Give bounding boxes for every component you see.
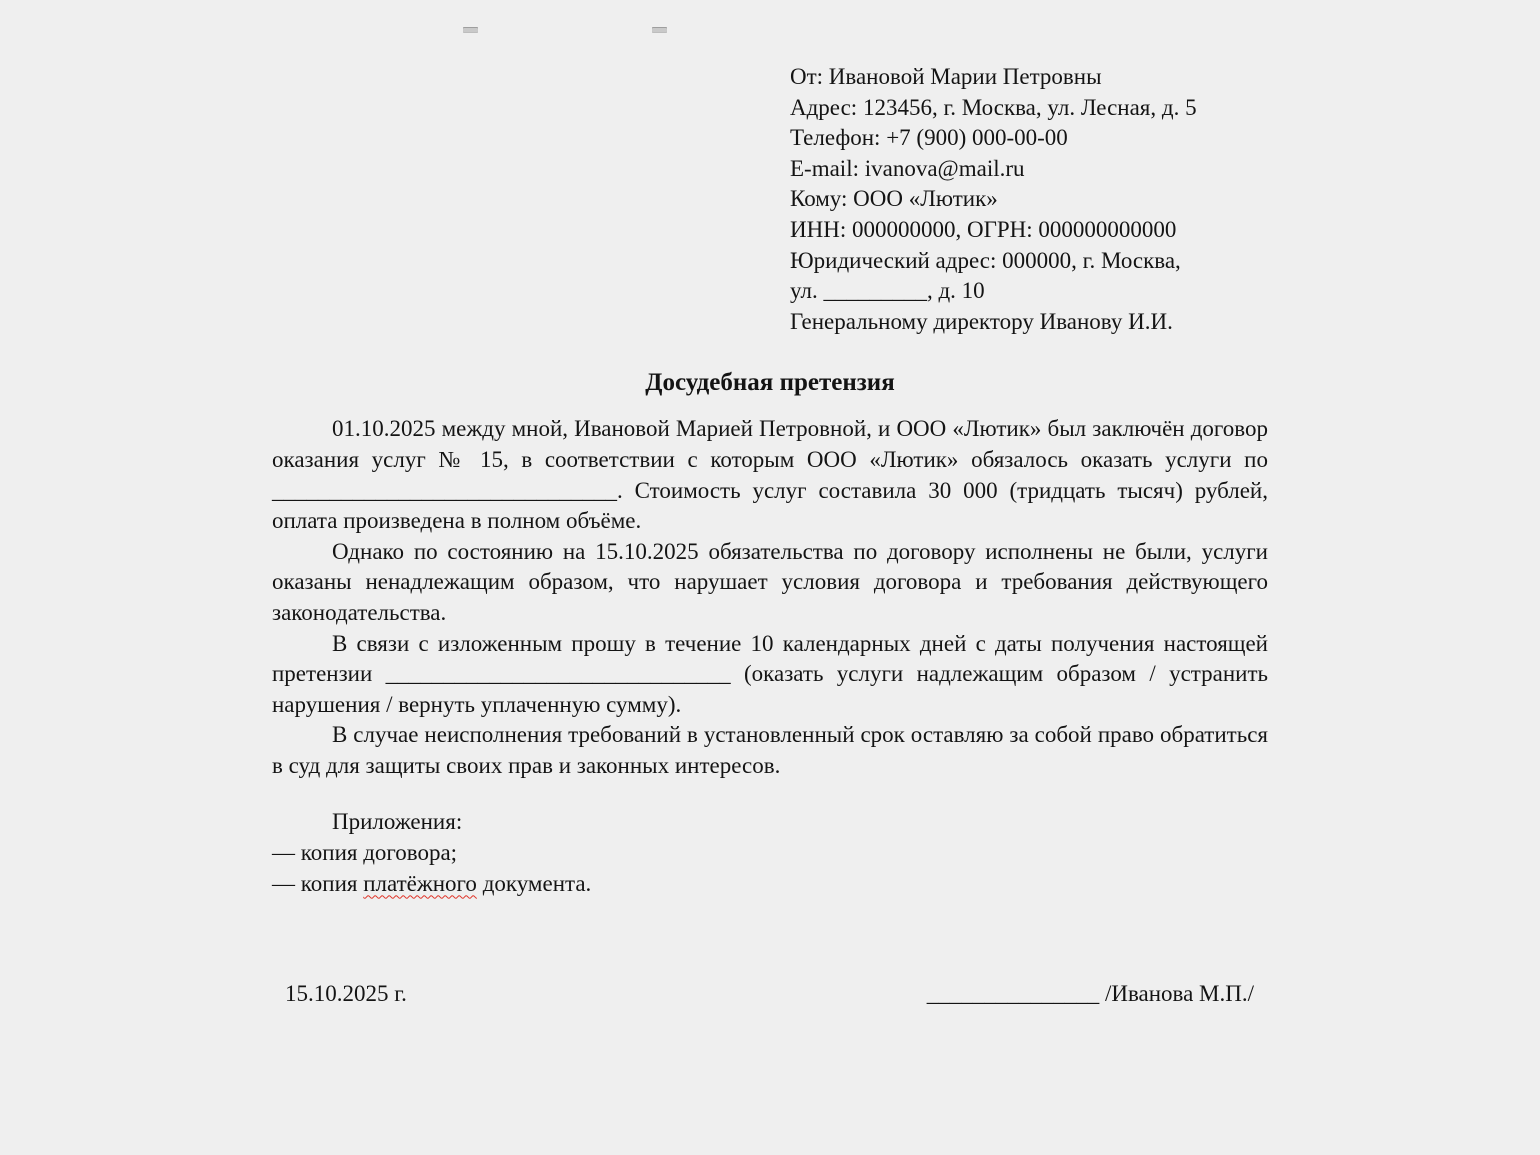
signature-name: /Иванова М.П./ xyxy=(1104,981,1254,1007)
attachment-item-suffix: документа. xyxy=(476,870,592,896)
artifact-mark-right xyxy=(652,27,667,33)
recipient-legal-address-line: Юридический адрес: 000000, г. Москва, xyxy=(790,247,1181,273)
recipient-director-line: Генеральному директору Иванову И.И. xyxy=(790,308,1173,334)
sender-from-line: От: Ивановой Марии Петровны xyxy=(790,64,1102,89)
sender-recipient-block xyxy=(790,62,1268,337)
misspelled-word: платёжного xyxy=(363,870,477,896)
body-paragraph-contract: 01.10.2025 между мной, Ивановой Марией Петровной, и ООО «Лютик» был заключён договор оказания услуг № 15, в соответствии с которым ООО «Лютик» обязалось оказать услуги по ______________________________. Стоимость услуг составила 30 000 (тридцать тысяч) рублей, оплата произведена в полном объёме. xyxy=(272,416,1268,534)
date-text: 15.10.2025 г. xyxy=(285,981,407,1007)
attachments-section xyxy=(272,807,1268,899)
document-page[interactable] xyxy=(272,62,1268,1010)
body-paragraph-violation: Однако по состоянию на 15.10.2025 обязательства по договору исполнены не были, услуги оказаны ненадлежащим образом, что нарушает условия договора и требования действующего законодательства. xyxy=(272,538,1268,625)
sender-address-line: Адрес: 123456, г. Москва, ул. Лесная, д. 5 xyxy=(790,94,1197,120)
attachment-item-prefix: — копия xyxy=(272,870,364,896)
signature-blank: _______________ xyxy=(926,981,1100,1007)
attachment-item-payment-copy xyxy=(272,869,1268,900)
recipient-street-line: ул. _________, д. 10 xyxy=(790,278,985,304)
artifact-mark-left xyxy=(463,27,478,33)
recipient-company-line: Кому: ООО «Лютик» xyxy=(790,186,998,212)
attachments-heading: Приложения: xyxy=(332,809,463,835)
recipient-inn-ogrn-line: ИНН: 000000000, ОГРН: 000000000000 xyxy=(790,216,1177,242)
sender-phone-line: Телефон: +7 (900) 000-00-00 xyxy=(790,125,1068,151)
signature-block xyxy=(927,979,1254,1010)
footer-row xyxy=(272,979,1268,1010)
sender-email-line: E-mail: ivanova@mail.ru xyxy=(790,155,1025,181)
attachment-item-contract-copy: — копия договора; xyxy=(272,840,458,866)
document-title: Досудебная претензия xyxy=(645,369,895,397)
body-paragraph-demand: В связи с изложенным прошу в течение 10 календарных дней с даты получения настоящей претензии ______________________________ (оказать услуги надлежащим образом / устранить нарушения / вернуть уплаченную сумму). xyxy=(272,630,1268,717)
body-paragraph-court-warning: В случае неисполнения требований в установленный срок оставляю за собой право обратиться в суд для защиты своих прав и законных интересов. xyxy=(272,722,1268,778)
